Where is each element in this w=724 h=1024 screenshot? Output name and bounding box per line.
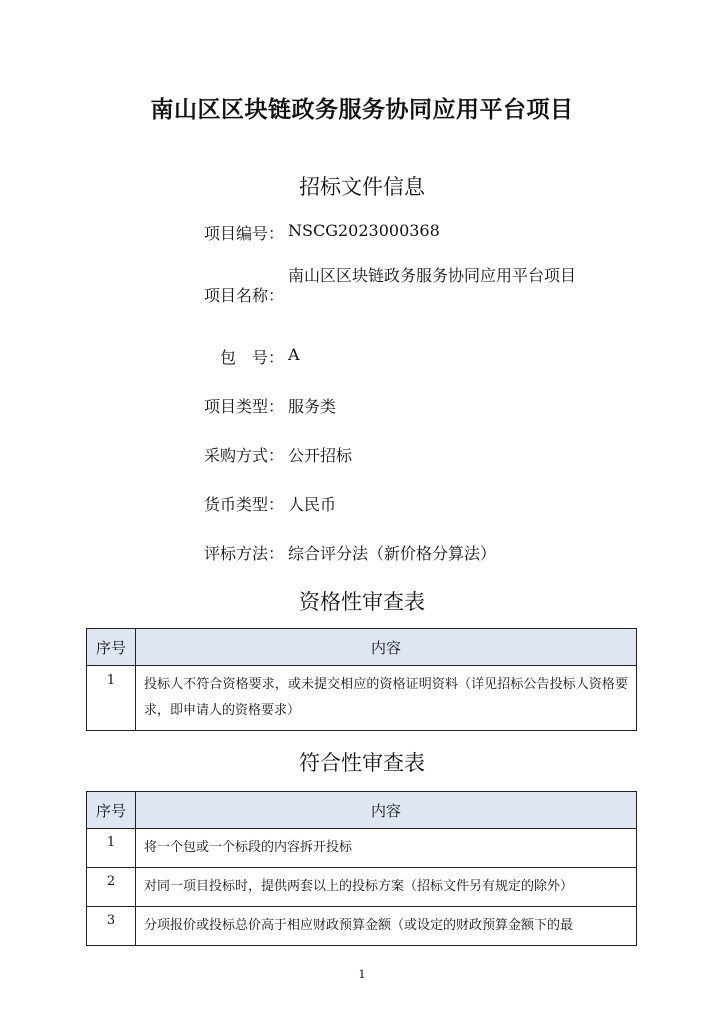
table-header-row [87,629,637,666]
info-label: 项目名称： [203,286,284,305]
info-value: 公开招标 [288,446,353,465]
table-row [87,666,637,731]
info-label: 货币类型： [203,495,284,514]
column-header-number: 序号 [87,792,136,829]
info-label: 项目编号： [203,224,284,243]
info-label: 采购方式： [203,446,284,465]
row-number: 2 [87,868,136,907]
page-number: 1 [358,968,366,981]
row-number: 3 [87,907,136,946]
row-content: 分项报价或投标总价高于相应财政预算金额（或设定的财政预算金额下的最 [136,907,637,946]
table-row [87,907,637,946]
info-label: 项目类型： [203,397,284,416]
info-value: 综合评分法（新价格分算法） [288,544,497,563]
table-row [87,829,637,868]
info-label: 评标方法： [203,544,284,563]
row-content: 将一个包或一个标段的内容拆开投标 [136,829,637,868]
row-number: 1 [87,666,136,731]
row-number: 1 [87,829,136,868]
compliance-review-heading: 符合性审查表 [299,751,425,775]
compliance-review-table [86,791,637,946]
tender-info-heading: 招标文件信息 [299,175,425,199]
info-label: 包 号： [219,348,284,367]
info-value: NSCG2023000368 [288,221,440,240]
document-title: 南山区区块链政务服务协同应用平台项目 [150,97,574,123]
info-value: 人民币 [288,495,337,514]
column-header-content: 内容 [136,629,637,666]
row-content: 投标人不符合资格要求，或未提交相应的资格证明资料（详见招标公告投标人资格要求，即申请人的资格要求） [136,666,637,731]
table-header-row [87,792,637,829]
info-value: 服务类 [288,397,337,416]
table-row [87,868,637,907]
info-value: 南山区区块链政务服务协同应用平台项目 [288,266,577,285]
qualification-review-heading: 资格性审查表 [299,590,425,614]
column-header-number: 序号 [87,629,136,666]
row-content: 对同一项目投标时，提供两套以上的投标方案（招标文件另有规定的除外） [136,868,637,907]
info-value: A [288,345,300,364]
qualification-review-table [86,628,637,731]
column-header-content: 内容 [136,792,637,829]
